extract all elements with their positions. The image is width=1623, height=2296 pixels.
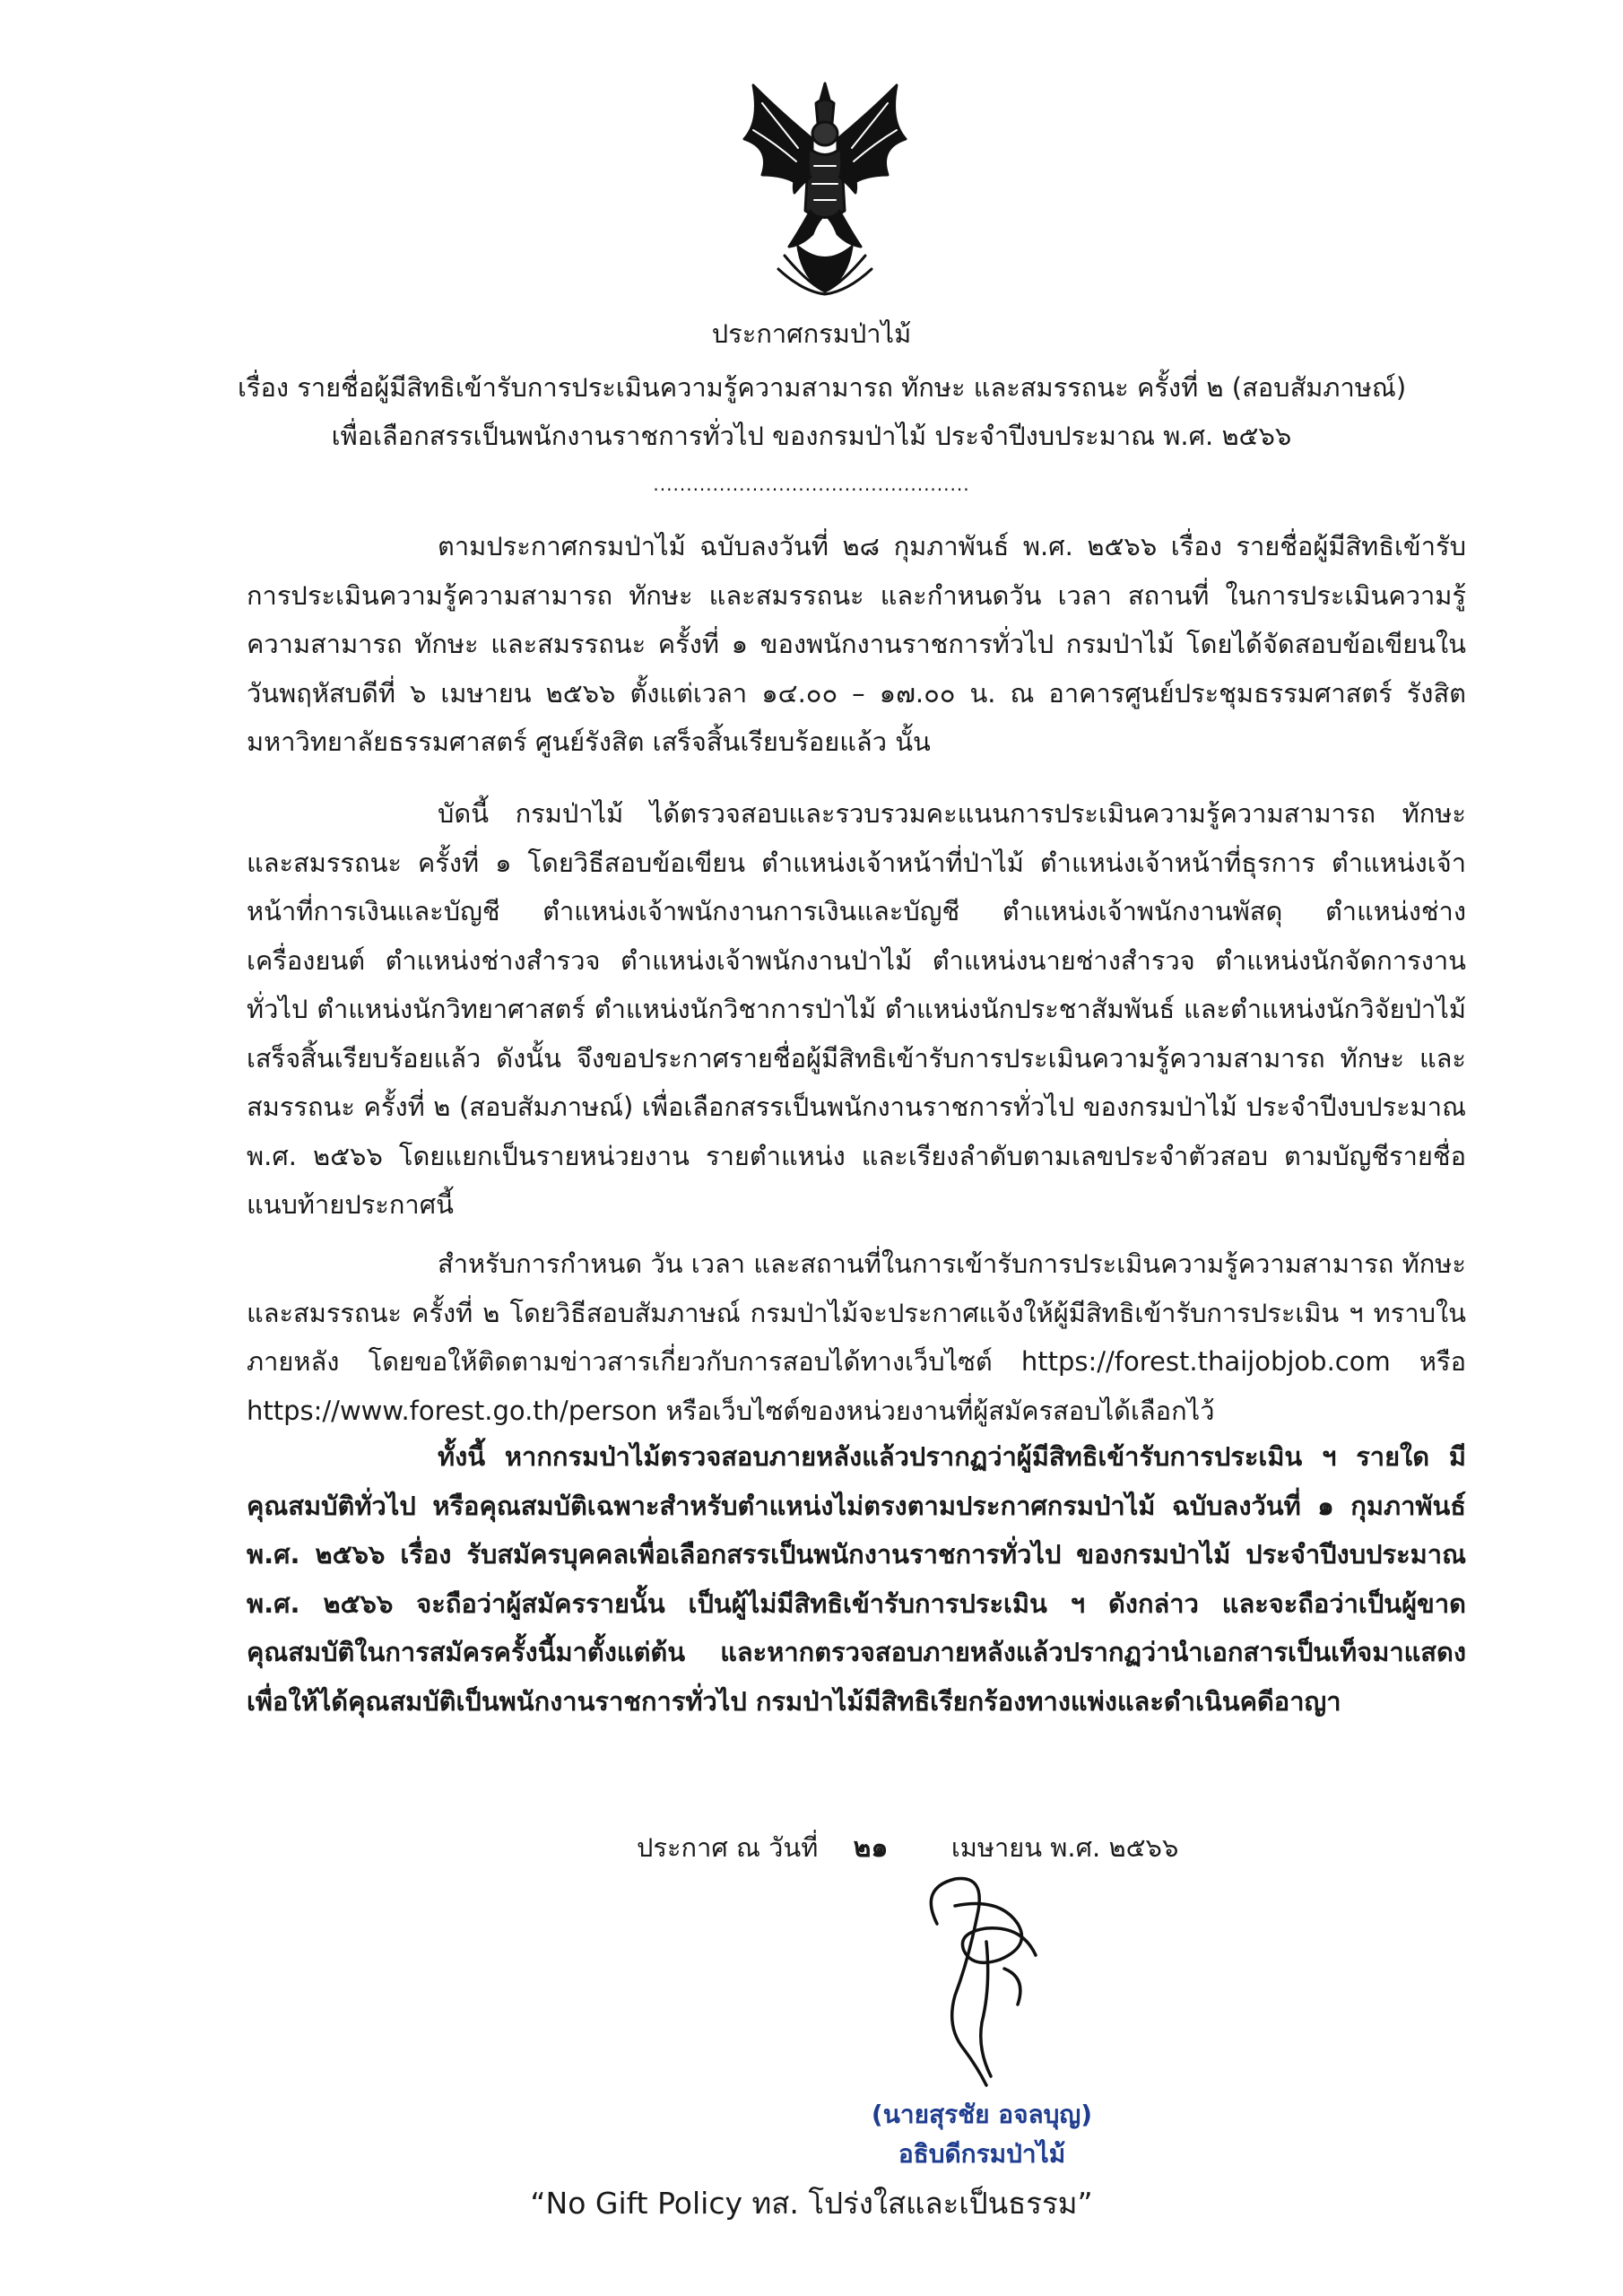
page-title: ประกาศกรมป่าไม้: [711, 318, 912, 349]
handwritten-signature-icon: [901, 1870, 1054, 2103]
date-day: ๒๑: [853, 1832, 889, 1864]
date-prefix: ประกาศ ณ วันที่: [637, 1832, 819, 1863]
signer-position: อธิบดีกรมป่าไม้: [898, 2139, 1066, 2169]
paragraph-schedule: สำหรับการกำหนด วัน เวลา และสถานที่ในการเข้ารับการประเมินความรู้ความสามารถ ทักษะ และสมรรถนะ ครั้งที่ ๒ โดยวิธีสอบสัมภาษณ์ กรมป่าไม้จะประกาศแจ้งให้ผู้มีสิทธิเข้ารับการประเมิน ฯ ทราบในภายหลัง โดยขอให้ติดตามข่าวสารเกี่ยวกับการสอบได้ทางเว็บไซต์ https://forest.thaijobjob.com หรือ https://www.forest.go.th/person หรือเว็บไซต์ของหน่วยงานที่ผู้สมัครสอบได้เลือกไว้: [247, 1248, 1466, 1426]
date-suffix: เมษายน พ.ศ. ๒๕๖๖: [950, 1832, 1179, 1863]
paragraph-background: ตามประกาศกรมป่าไม้ ฉบับลงวันที่ ๒๘ กุมภาพันธ์ พ.ศ. ๒๕๖๖ เรื่อง รายชื่อผู้มีสิทธิเข้ารับการประเมินความรู้ความสามารถ ทักษะ และสมรรถนะ และกำหนดวัน เวลา สถานที่ ในการประเมินความรู้ความสามารถ ทักษะ และสมรรถนะ ครั้งที่ ๑ ของพนักงานราชการทั่วไป กรมป่าไม้ โดยได้จัดสอบข้อเขียนในวันพฤหัสบดีที่ ๖ เมษายน ๒๕๖๖ ตั้งแต่เวลา ๑๔.๐๐ – ๑๗.๐๐ น. ณ อาคารศูนย์ประชุมธรรมศาสตร์ รังสิต มหาวิทยาลัยธรรมศาสตร์ ศูนย์รังสิต เสร็จสิ้นเรียบร้อยแล้ว นั้น: [247, 531, 1466, 757]
garuda-emblem-icon: [735, 76, 915, 296]
dotted-divider: ................................................: [653, 474, 970, 495]
paragraph-conditions: ทั้งนี้ หากกรมป่าไม้ตรวจสอบภายหลังแล้วปรากฏว่าผู้มีสิทธิเข้ารับการประเมิน ฯ รายใด มีคุณสมบัติทั่วไป หรือคุณสมบัติเฉพาะสำหรับตำแหน่งไม่ตรงตามประกาศกรมป่าไม้ ฉบับลงวันที่ ๑ กุมภาพันธ์ พ.ศ. ๒๕๖๖ เรื่อง รับสมัครบุคคลเพื่อเลือกสรรเป็นพนักงานราชการทั่วไป ของกรมป่าไม้ ประจำปีงบประมาณ พ.ศ. ๒๕๖๖ จะถือว่าผู้สมัครรายนั้น เป็นผู้ไม่มีสิทธิเข้ารับการประเมิน ฯ ดังกล่าว และจะถือว่าเป็นผู้ขาดคุณสมบัติในการสมัครครั้งนี้มาตั้งแต่ต้น และหากตรวจสอบภายหลังแล้วปรากฏว่านำเอกสารเป็นเท็จมาแสดง เพื่อให้ได้คุณสมบัติเป็นพนักงานราชการทั่วไป กรมป่าไม้มีสิทธิเรียกร้องทางแพ่งและดำเนินคดีอาญา: [247, 1441, 1466, 1717]
subject-continuation: เพื่อเลือกสรรเป็นพนักงานราชการทั่วไป ของกรมป่าไม้ ประจำปีงบประมาณ พ.ศ. ๒๕๖๖: [331, 421, 1292, 451]
announcement-date: [637, 1830, 1178, 1866]
no-gift-policy-footer: “No Gift Policy ทส. โปร่งใสและเป็นธรรม”: [530, 2186, 1093, 2221]
subject-line: เรื่อง รายชื่อผู้มีสิทธิเข้ารับการประเมินความรู้ความสามารถ ทักษะ และสมรรถนะ ครั้งที่ ๒ (สอบสัมภาษณ์): [238, 372, 1407, 403]
paragraph-announcement: บัดนี้ กรมป่าไม้ ได้ตรวจสอบและรวบรวมคะแนนการประเมินความรู้ความสามารถ ทักษะ และสมรรถนะ ครั้งที่ ๑ โดยวิธีสอบข้อเขียน ตำแหน่งเจ้าหน้าที่ป่าไม้ ตำแหน่งเจ้าหน้าที่ธุรการ ตำแหน่งเจ้าหน้าที่การเงินและบัญชี ตำแหน่งเจ้าพนักงานการเงินและบัญชี ตำแหน่งเจ้าพนักงานพัสดุ ตำแหน่งช่างเครื่องยนต์ ตำแหน่งช่างสำรวจ ตำแหน่งเจ้าพนักงานป่าไม้ ตำแหน่งนายช่างสำรวจ ตำแหน่งนักจัดการงานทั่วไป ตำแหน่งนักวิทยาศาสตร์ ตำแหน่งนักวิชาการป่าไม้ ตำแหน่งนักประชาสัมพันธ์ และตำแหน่งนักวิจัยป่าไม้ เสร็จสิ้นเรียบร้อยแล้ว ดังนั้น จึงขอประกาศรายชื่อผู้มีสิทธิเข้ารับการประเมินความรู้ความสามารถ ทักษะ และสมรรถนะ ครั้งที่ ๒ (สอบสัมภาษณ์) เพื่อเลือกสรรเป็นพนักงานราชการทั่วไป ของกรมป่าไม้ ประจำปีงบประมาณ พ.ศ. ๒๕๖๖ โดยแยกเป็นรายหน่วยงาน รายตำแหน่ง และเรียงลำดับตามเลขประจำตัวสอบ ตามบัญชีรายชื่อแนบท้ายประกาศนี้: [247, 798, 1466, 1220]
signer-name: (นายสุรชัย อจลบุญ): [871, 2100, 1093, 2129]
